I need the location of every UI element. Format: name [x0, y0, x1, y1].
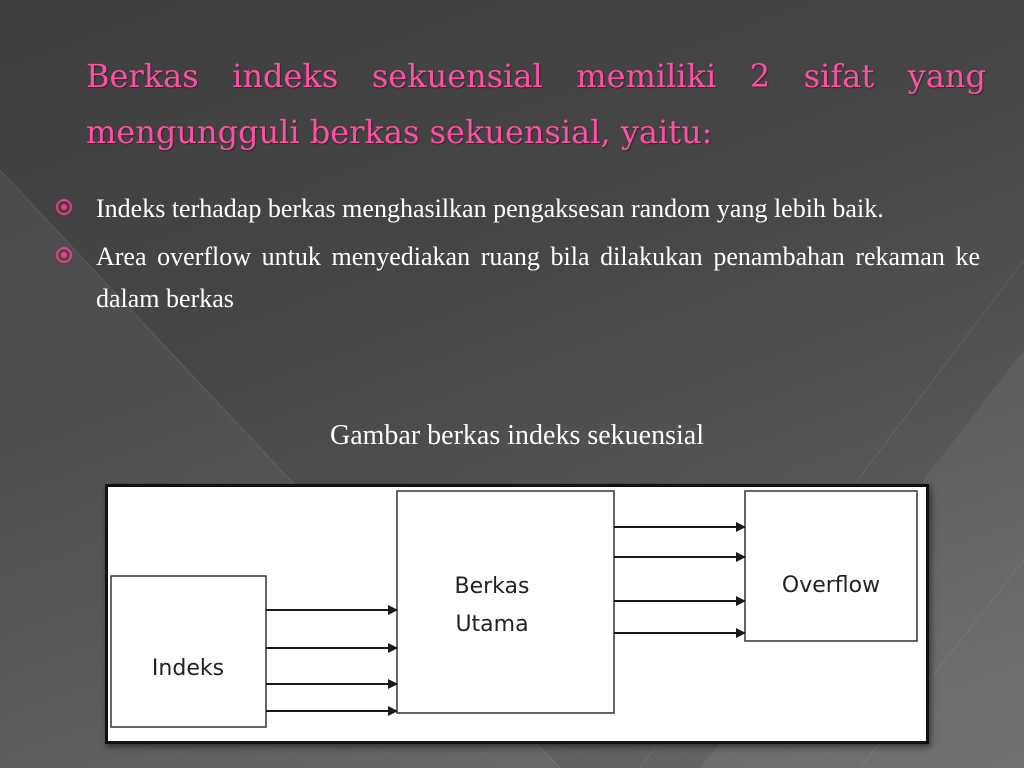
main-file-label-line1: Berkas — [454, 574, 530, 599]
overflow-box — [745, 491, 917, 641]
main-file-box — [397, 491, 614, 713]
ring-bullet-icon — [56, 247, 72, 263]
bullet-item — [56, 236, 980, 320]
slide-title: Berkas indeks sekuensial memiliki 2 sifat yang mengungguli berkas sekuensial, yaitu: — [86, 57, 986, 151]
bullet-text: Indeks terhadap berkas menghasilkan pengaksesan random yang lebih baik. — [96, 194, 884, 223]
ring-bullet-icon — [56, 199, 72, 215]
index-box — [111, 576, 266, 727]
figure-caption: Gambar berkas indeks sekuensial — [330, 420, 704, 451]
diagram-frame — [105, 484, 929, 744]
overflow-label: Overflow — [781, 573, 881, 598]
bullet-item — [56, 188, 980, 230]
sequential-index-diagram — [108, 487, 926, 741]
bullet-list — [56, 188, 980, 326]
main-file-label-line2: Utama — [455, 612, 529, 637]
index-label: Indeks — [151, 656, 225, 681]
bullet-text: Area overflow untuk menyediakan ruang bila dilakukan penambahan rekaman ke dalam berkas — [96, 242, 980, 313]
